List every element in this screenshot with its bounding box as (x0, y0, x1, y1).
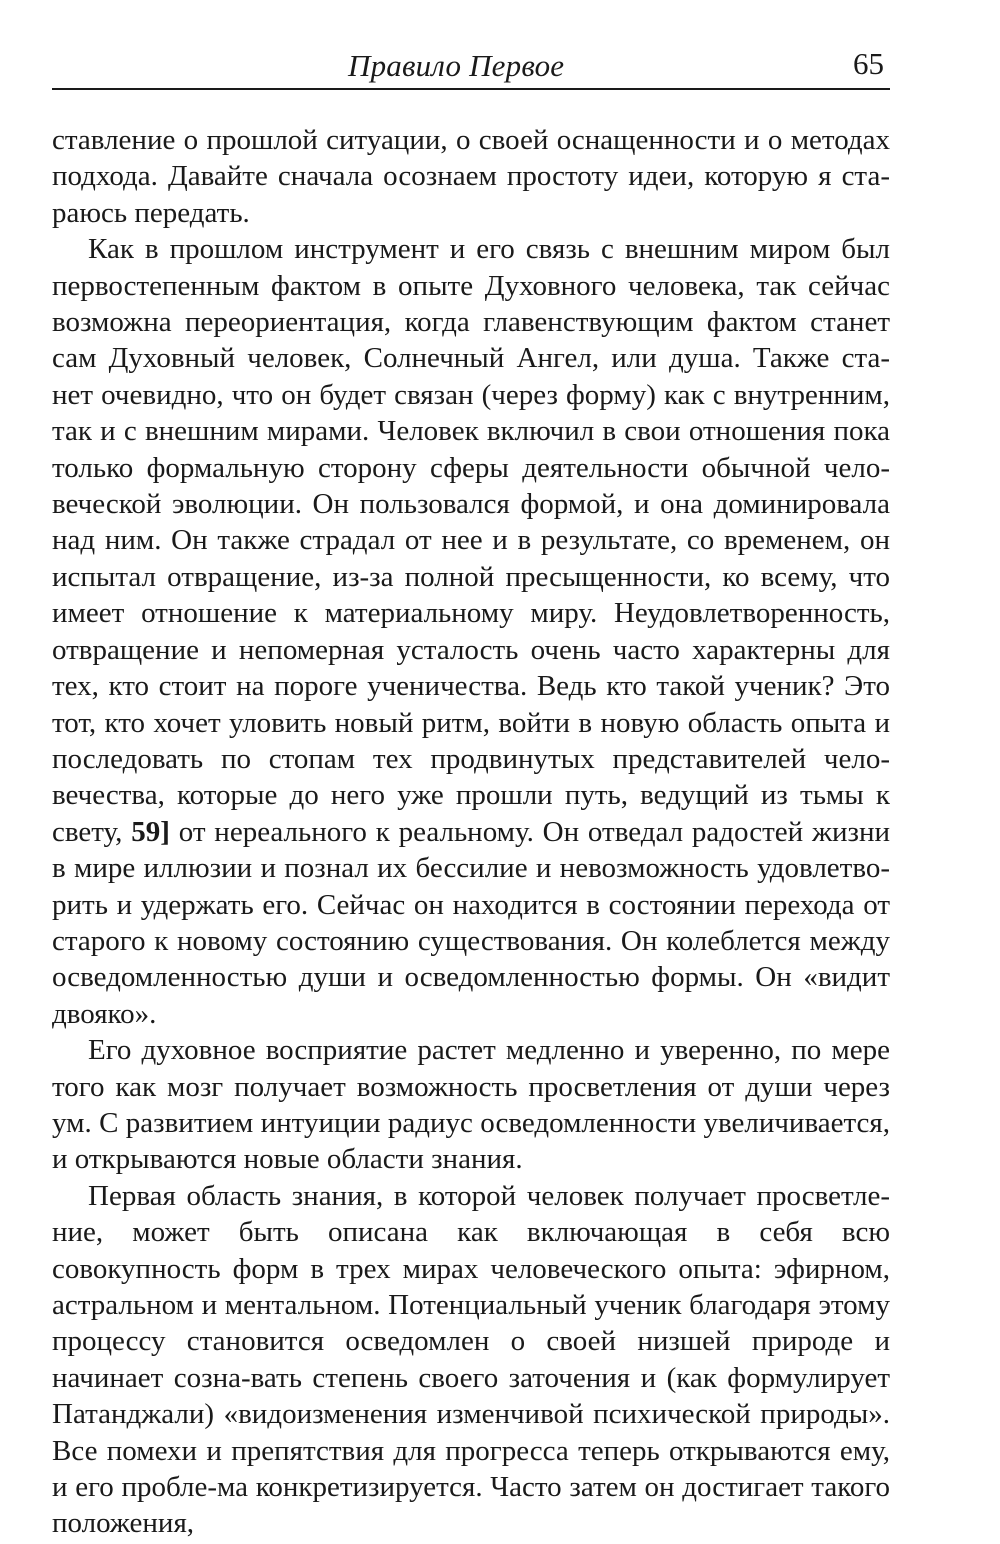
text-body (52, 122, 890, 1542)
running-title: Правило Первое (348, 48, 565, 83)
page-number: 65 (853, 46, 884, 81)
paragraph-2-text-after: от нереального к реальному. Он отведал радостей жизни в мире иллюзии и познал их бессилие и невозможность удовлетво-рить и удержать его. Сейчас он находится в состоянии перехода от старого к новому состоянию существования. Он колеблется между осведомленностью души и осведомленностью формы. Он «видит двояко». (52, 815, 891, 1030)
paragraph-2-text-before: Как в прошлом инструмент и его связь с внешним миром был первостепенным фактом в опыте Духовного человека, так сейчас возможна переориентация, когда главенствующим фактом станет сам Духовный человек, Солнечный Ангел, или душа. Также ста-нет очевидно, что он будет связан (через форму) как с внутренним, так и с внешним мирами. Человек включил в свои отношения пока только формальную сторону сферы деятельности обычной чело-веческой эволюции. Он пользовался формой, и она доминировала над ним. Он также страдал от нее и в результате, со временем, он испытал отвращение, из-за полной пресыщенности, ко всему, что имеет отношение к материальному миру. Неудовлетворенность, отвращение и непомерная усталость очень часто характерны для тех, кто стоит на пороге ученичества. Ведь кто такой ученик? Это тот, кто хочет уловить новый ритм, войти в новую область опыта и последовать по стопам тех продвинутых представителей чело-вечества, которые до него уже прошли путь, ведущий из тьмы к свету, (52, 233, 890, 848)
paragraph-4: Первая область знания, в которой человек получает просветле-ние, может быть описана как включающая в себя всю совокупность форм в трех мирах человеческого опыта: эфирном, астральном и ментальном. Потенциальный ученик благодаря этому процессу становится осведомлен о своей низшей природе и начинает созна-вать степень своего заточения и (как формулирует Патанджали) «видоизменения изменчивой психической природы». Все помехи и препятствия для прогресса теперь открываются ему, и его пробле-ма конкретизируется. Часто затем он достигает такого положения, (52, 1179, 890, 1540)
paragraph-3: Его духовное восприятие растет медленно и уверенно, по мере того как мозг получает возможность просветления от души через ум. С развитием интуиции радиус осведомленности увеличивается, и открываются новые области знания. (52, 1034, 890, 1176)
paragraph-1: ставление о прошлой ситуации, о своей оснащенности и о методах подхода. Давайте сначала осознаем простоту идеи, которую я ста-раюсь передать. (52, 124, 890, 229)
running-head (52, 44, 890, 90)
page-reference-marker: 59] (131, 815, 170, 848)
paragraph-2 (52, 231, 890, 1032)
